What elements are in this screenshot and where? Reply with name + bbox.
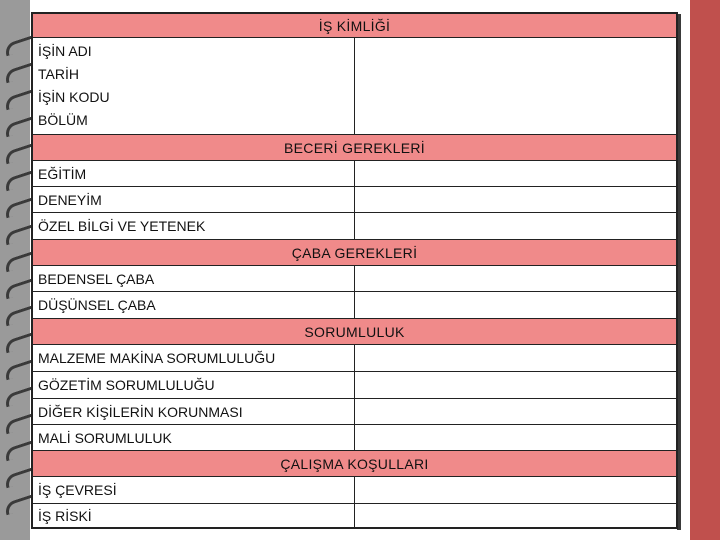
value-cell[interactable] — [355, 477, 676, 503]
table-row — [33, 477, 676, 504]
field-label: GÖZETİM SORUMLULUĞU — [33, 372, 355, 398]
value-cell[interactable] — [355, 161, 676, 186]
section-header-sorumluluk — [33, 319, 676, 345]
identity-labels — [33, 38, 355, 134]
field-label: DENEYİM — [33, 187, 355, 212]
value-cell[interactable] — [355, 504, 676, 527]
section-title: İŞ KİMLİĞİ — [318, 17, 391, 34]
value-cell[interactable] — [355, 292, 676, 318]
value-cell[interactable] — [355, 345, 676, 371]
table-row — [33, 504, 676, 527]
job-description-form — [31, 12, 678, 529]
field-label: EĞİTİM — [33, 161, 355, 186]
value-cell[interactable] — [355, 399, 676, 424]
table-row — [33, 187, 676, 213]
value-cell[interactable] — [355, 266, 676, 291]
field-label: DİĞER KİŞİLERİN KORUNMASI — [33, 399, 355, 424]
field-label: BEDENSEL ÇABA — [33, 266, 355, 291]
field-label: MALZEME MAKİNA SORUMLULUĞU — [33, 345, 355, 371]
table-row — [33, 266, 676, 292]
value-cell[interactable] — [355, 187, 676, 212]
value-cell[interactable] — [355, 372, 676, 398]
field-label: BÖLÜM — [38, 112, 88, 128]
field-label: DÜŞÜNSEL ÇABA — [33, 292, 355, 318]
table-row — [33, 213, 676, 240]
field-label: İŞİN ADI — [38, 43, 92, 59]
table-row — [33, 425, 676, 451]
table-row — [33, 372, 676, 399]
section-title: BECERİ GEREKLERİ — [284, 139, 425, 156]
field-label: TARİH — [38, 66, 79, 82]
table-row — [33, 399, 676, 425]
section-header-is-kimligi — [33, 14, 676, 38]
table-row — [33, 292, 676, 319]
section-title: ÇABA GEREKLERİ — [291, 244, 418, 261]
value-cell[interactable] — [355, 38, 676, 134]
table-row — [33, 38, 676, 135]
field-label: İŞİN KODU — [38, 89, 110, 105]
table-row — [33, 345, 676, 372]
section-title: SORUMLULUK — [304, 323, 405, 340]
section-header-caba — [33, 240, 676, 266]
field-label: İŞ RİSKİ — [33, 504, 355, 527]
value-cell[interactable] — [355, 213, 676, 239]
section-title: ÇALIŞMA KOŞULLARI — [280, 455, 429, 472]
section-header-calisma — [33, 451, 676, 477]
section-header-beceri — [33, 135, 676, 161]
table-row — [33, 161, 676, 187]
field-label: ÖZEL BİLGİ VE YETENEK — [33, 213, 355, 239]
value-cell[interactable] — [355, 425, 676, 450]
field-label: İŞ ÇEVRESİ — [33, 477, 355, 503]
field-label: MALİ SORUMLULUK — [33, 425, 355, 450]
